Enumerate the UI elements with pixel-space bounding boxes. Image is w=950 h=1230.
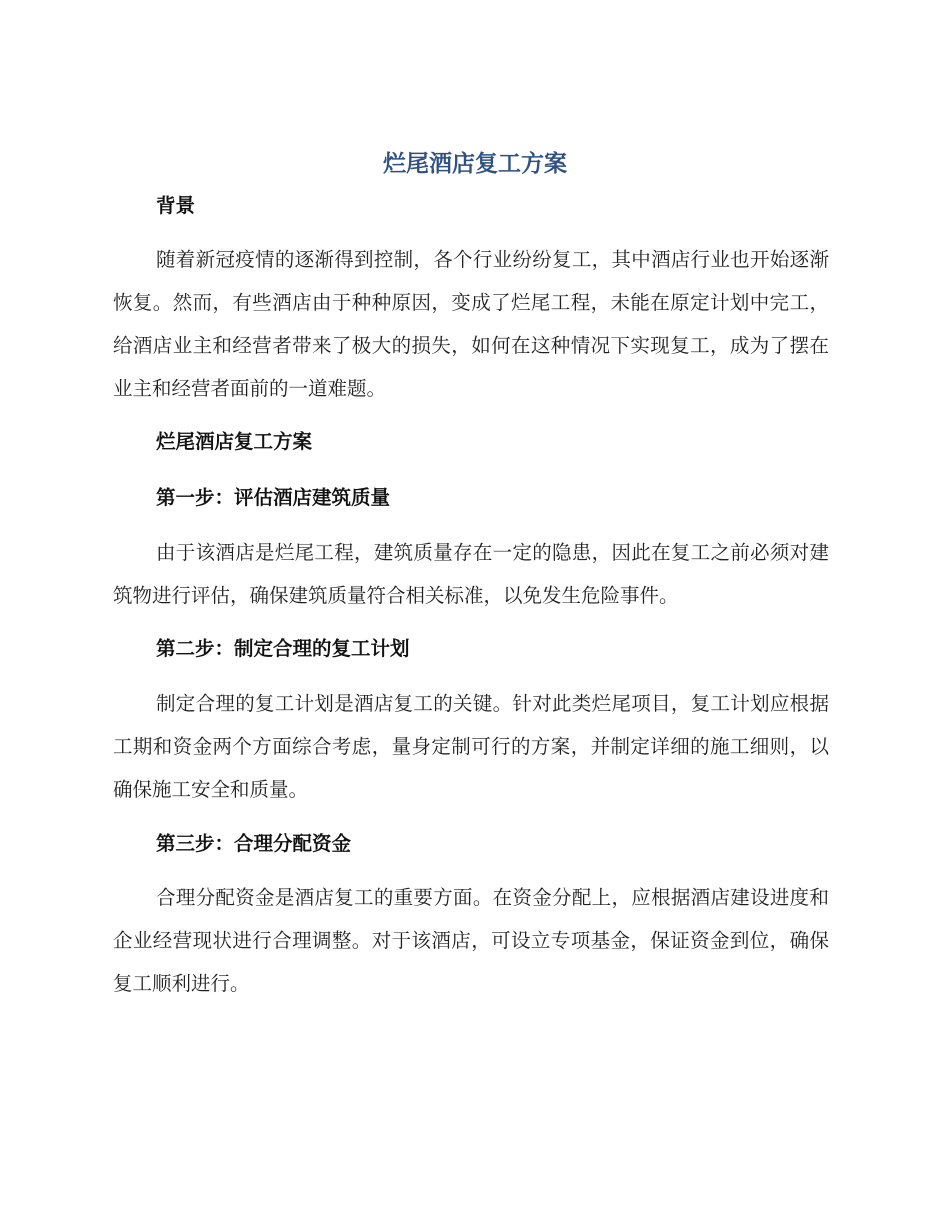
section-heading-plan: 烂尾酒店复工方案 — [156, 430, 313, 453]
section-paragraph-background: 随着新冠疫情的逐渐得到控制，各个行业纷纷复工，其中酒店行业也开始逐渐恢复。然而，有些酒店由于种种原因，变成了烂尾工程，未能在原定计划中完工，给酒店业主和经营者带来了极大的损失，如何在这种情况下实现复工，成为了摆在业主和经营者面前的一道难题。 — [113, 248, 829, 400]
section-heading-step-one: 第一步：评估酒店建筑质量 — [156, 486, 391, 509]
section-paragraph-step-one: 由于该酒店是烂尾工程，建筑质量存在一定的隐患，因此在复工之前必须对建筑物进行评估，确保建筑质量符合相关标准，以免发生危险事件。 — [113, 541, 829, 607]
section-paragraph-step-three: 合理分配资金是酒店复工的重要方面。在资金分配上，应根据酒店建设进度和企业经营现状进行合理调整。对于该酒店，可设立专项基金，保证资金到位，确保复工顺利进行。 — [113, 886, 829, 995]
section-heading-background: 背景 — [156, 194, 196, 217]
document-title: 烂尾酒店复工方案 — [383, 151, 567, 177]
section-heading-step-two: 第二步：制定合理的复工计划 — [156, 637, 410, 660]
section-paragraph-step-two: 制定合理的复工计划是酒店复工的关键。针对此类烂尾项目，复工计划应根据工期和资金两个方面综合考虑，量身定制可行的方案，并制定详细的施工细则，以确保施工安全和质量。 — [113, 692, 829, 801]
section-heading-step-three: 第三步：合理分配资金 — [156, 832, 352, 855]
